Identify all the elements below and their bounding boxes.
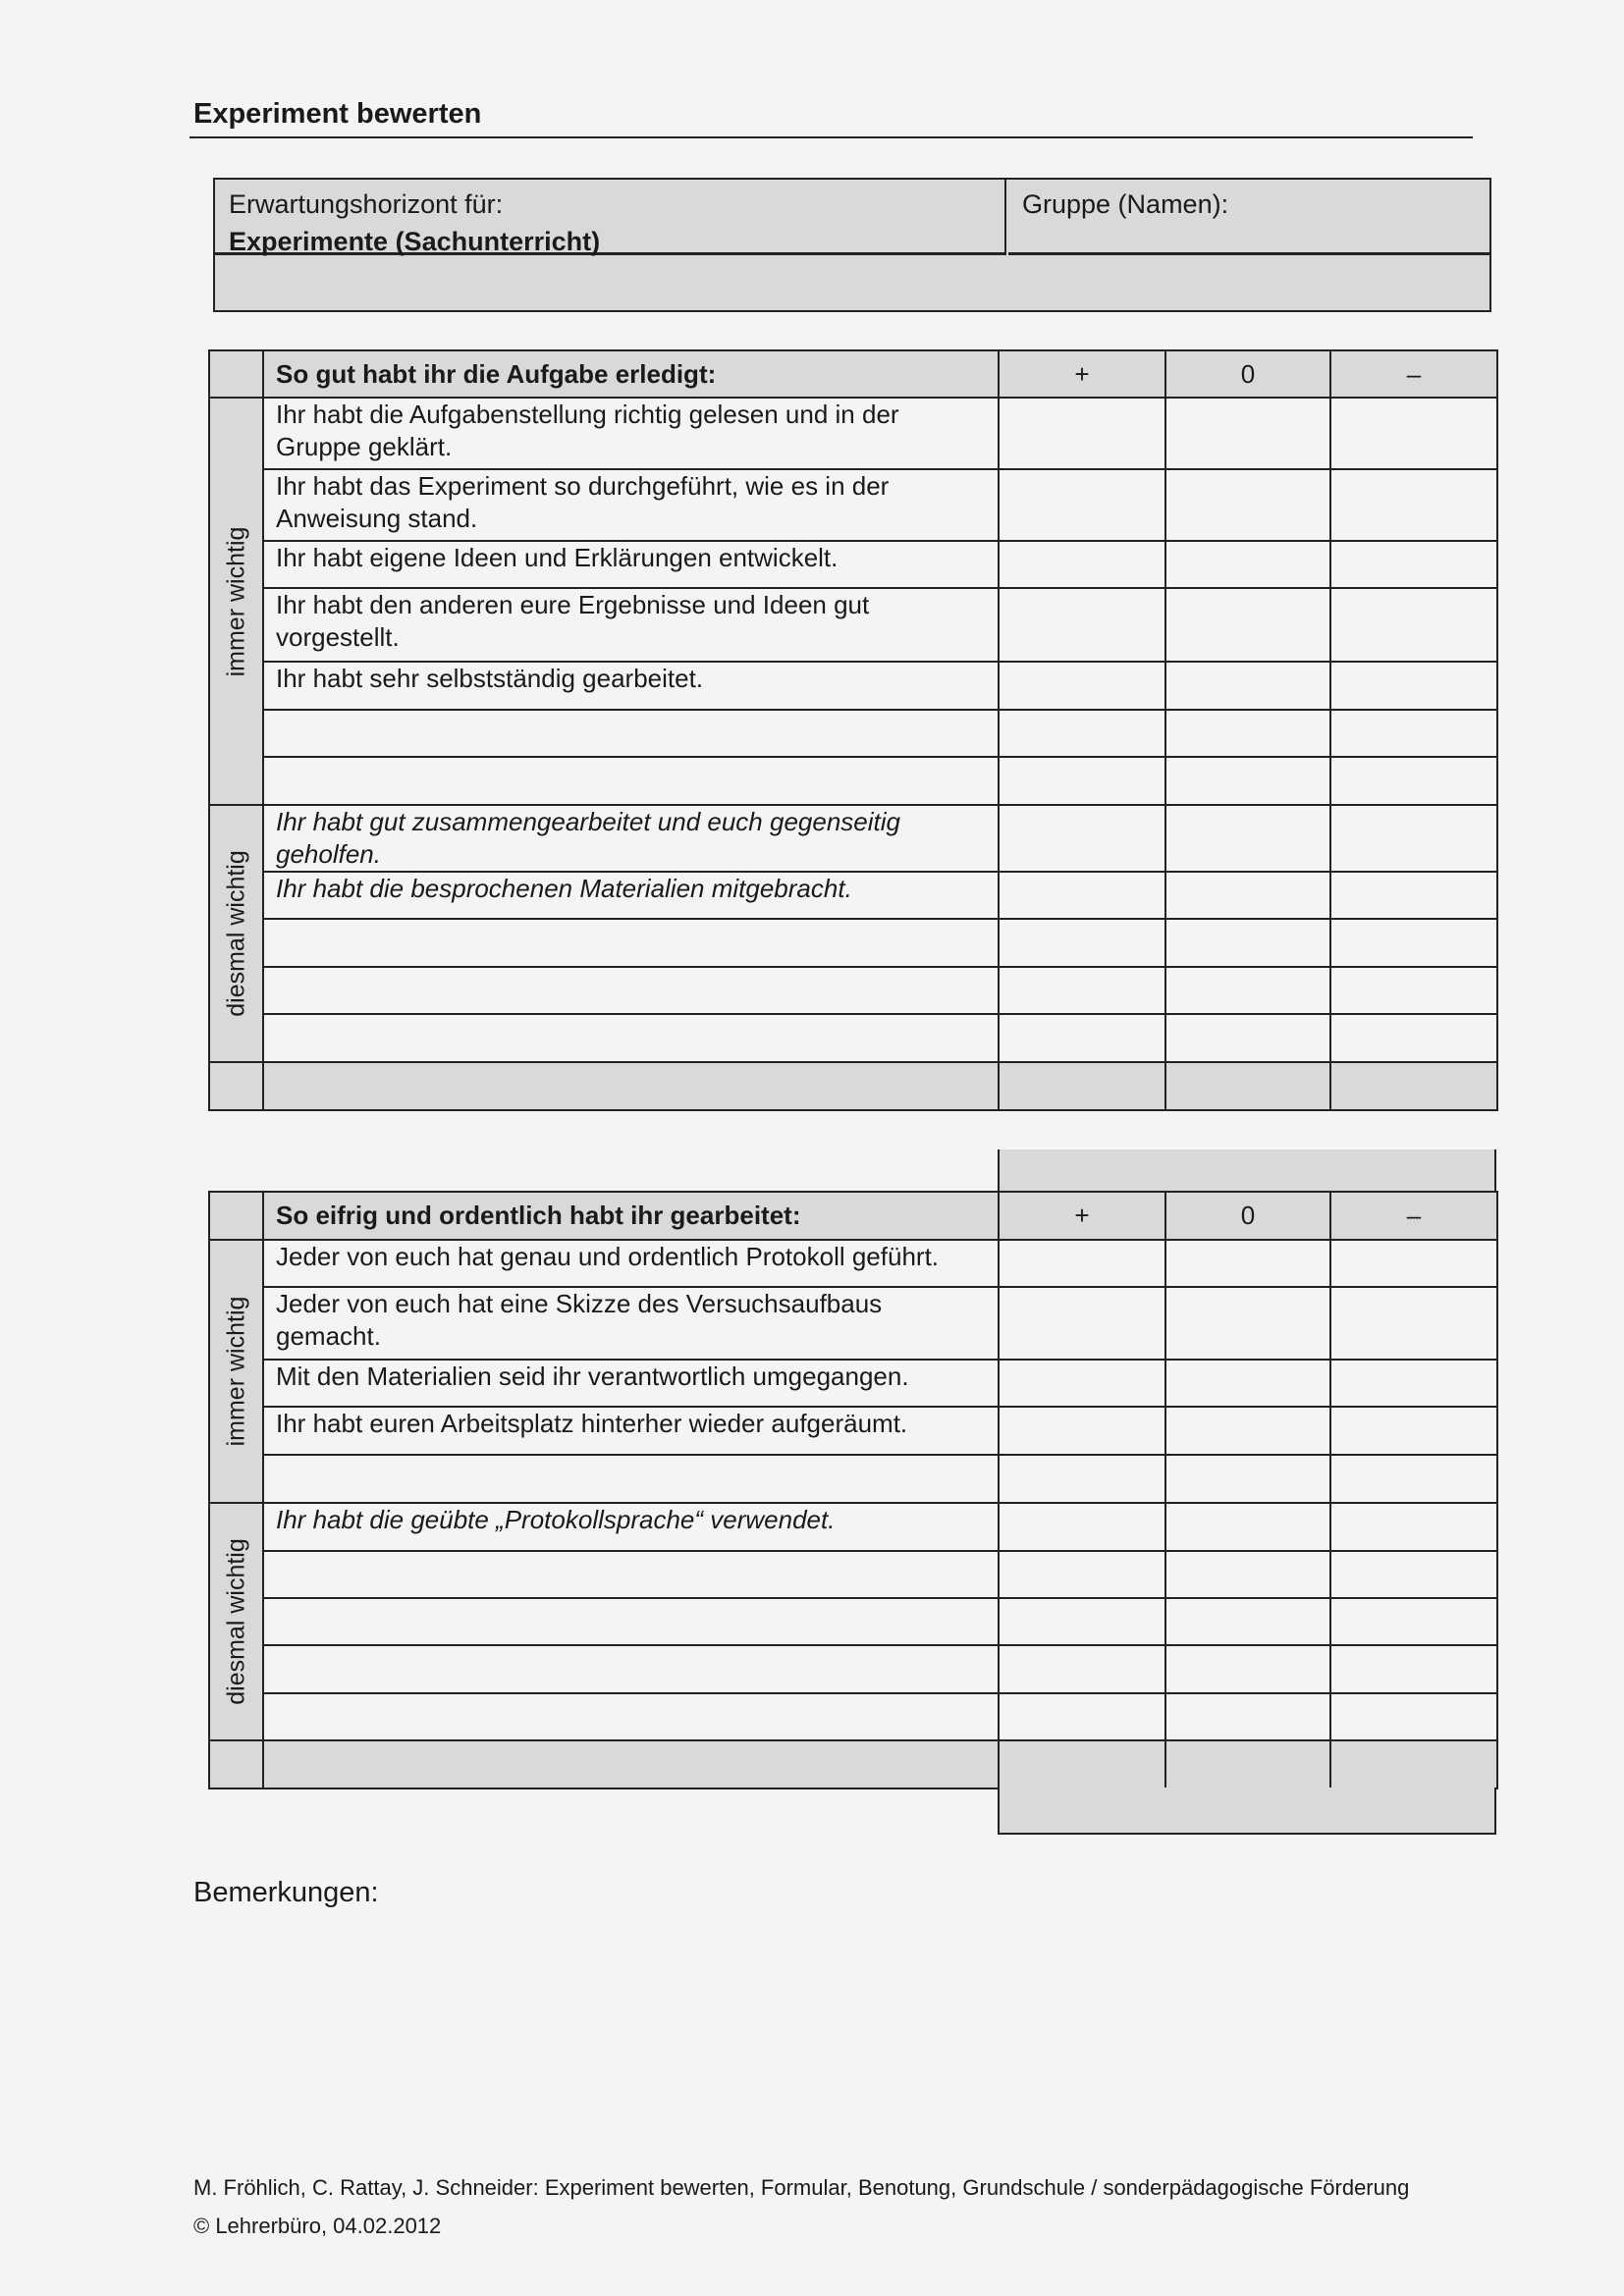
group-label-cell (209, 398, 263, 805)
rating-cell-zero[interactable] (1165, 1455, 1330, 1503)
rating-cell-minus[interactable] (1330, 1455, 1497, 1503)
column-plus: + (999, 1192, 1165, 1240)
rating-cell-minus[interactable] (1330, 919, 1497, 967)
rating-cell-minus[interactable] (1330, 1360, 1497, 1407)
table-row (209, 1693, 1497, 1740)
rating-cell-minus[interactable] (1330, 398, 1497, 469)
column-minus: – (1330, 350, 1497, 398)
table-row (209, 1287, 1497, 1360)
rating-cell-zero[interactable] (1165, 1645, 1330, 1693)
table-row (209, 1503, 1497, 1551)
table-row (209, 1407, 1497, 1455)
rating-table-2 (208, 1191, 1498, 1789)
rating-cell-minus[interactable] (1330, 872, 1497, 919)
erwartung-label: Erwartungshorizont für: (229, 189, 504, 219)
footer-copyright: © Lehrerbüro, 04.02.2012 (193, 2214, 442, 2238)
table-row (209, 757, 1497, 805)
rating-cell-minus[interactable] (1330, 805, 1497, 872)
rating-cell-minus[interactable] (1330, 1598, 1497, 1645)
table-row (209, 710, 1497, 757)
page-title: Experiment bewerten (193, 98, 482, 130)
table-row (209, 919, 1497, 967)
rating-cell-zero[interactable] (1165, 967, 1330, 1014)
rating-cell-plus[interactable] (999, 1407, 1165, 1455)
criterion-text[interactable] (263, 919, 999, 967)
table-row (209, 662, 1497, 710)
column-minus: – (1330, 1192, 1497, 1240)
table-heading: So eifrig und ordentlich habt ihr gearbeitet: (263, 1192, 999, 1240)
rating-cell-plus[interactable] (999, 1693, 1165, 1740)
table-row (209, 1645, 1497, 1693)
footer-label-cell (263, 1062, 999, 1110)
immer-wichtig-label: immer wichtig (222, 526, 249, 676)
rating-cell-minus[interactable] (1330, 469, 1497, 541)
criterion-text: Ihr habt gut zusammengearbeitet und euch gegenseitig geholfen. (263, 805, 999, 872)
table-row (209, 1551, 1497, 1598)
rating-cell-zero[interactable] (1165, 588, 1330, 662)
rating-cell-zero[interactable] (1165, 757, 1330, 805)
total-cell-zero[interactable] (1165, 1740, 1330, 1789)
rating-cell-plus[interactable] (999, 588, 1165, 662)
rating-cell-plus[interactable] (999, 1287, 1165, 1360)
rating-cell-zero[interactable] (1165, 1598, 1330, 1645)
total-cell-zero[interactable] (1165, 1062, 1330, 1110)
criterion-text: Ihr habt eigene Ideen und Erklärungen entwickelt. (263, 541, 999, 588)
criterion-text[interactable] (263, 1693, 999, 1740)
rating-cell-plus[interactable] (999, 469, 1165, 541)
diesmal-wichtig-label: diesmal wichtig (222, 850, 249, 1017)
footer-corner (209, 1740, 263, 1789)
rating-cell-plus[interactable] (999, 1455, 1165, 1503)
rating-cell-zero[interactable] (1165, 541, 1330, 588)
rating-cell-zero[interactable] (1165, 1360, 1330, 1407)
rating-cell-plus[interactable] (999, 541, 1165, 588)
rating-cell-zero[interactable] (1165, 1240, 1330, 1287)
rating-cell-plus[interactable] (999, 805, 1165, 872)
erwartung-value: Experimente (Sachunterricht) (229, 227, 601, 256)
table-header-row (209, 1192, 1497, 1240)
table-row (209, 1598, 1497, 1645)
rating-cell-plus[interactable] (999, 872, 1165, 919)
table-row (209, 398, 1497, 469)
rating-cell-minus[interactable] (1330, 1551, 1497, 1598)
table-row (209, 1360, 1497, 1407)
rating-cell-zero[interactable] (1165, 1551, 1330, 1598)
title-rule (189, 136, 1473, 138)
corner-cell (209, 1192, 263, 1240)
criterion-text: Ihr habt euren Arbeitsplatz hinterher wieder aufgeräumt. (263, 1407, 999, 1455)
remarks-label: Bemerkungen: (193, 1877, 379, 1908)
group-label-cell (209, 1240, 263, 1503)
gruppe-label: Gruppe (Namen): (1022, 189, 1229, 219)
criterion-text: Mit den Materialien seid ihr verantwortlich umgegangen. (263, 1360, 999, 1407)
rating-cell-plus[interactable] (999, 662, 1165, 710)
rating-cell-minus[interactable] (1330, 710, 1497, 757)
rating-cell-minus[interactable] (1330, 1240, 1497, 1287)
rating-cell-plus[interactable] (999, 757, 1165, 805)
group-label-cell (209, 805, 263, 1062)
total-cell-plus[interactable] (999, 1062, 1165, 1110)
table-row (209, 1240, 1497, 1287)
rating-cell-minus[interactable] (1330, 541, 1497, 588)
rating-cell-plus[interactable] (999, 1598, 1165, 1645)
total-cell-minus[interactable] (1330, 1062, 1497, 1110)
footer-corner (209, 1062, 263, 1110)
criterion-text: Ihr habt die Aufgabenstellung richtig gelesen und in der Gruppe geklärt. (263, 398, 999, 469)
table-heading: So gut habt ihr die Aufgabe erledigt: (263, 350, 999, 398)
column-zero: 0 (1165, 350, 1330, 398)
rating-cell-plus[interactable] (999, 1551, 1165, 1598)
table-row (209, 1014, 1497, 1062)
rating-table-1 (208, 349, 1498, 1111)
group-label-cell (209, 1503, 263, 1740)
rating-cell-minus[interactable] (1330, 1287, 1497, 1360)
rating-cell-plus[interactable] (999, 967, 1165, 1014)
total-cell-plus[interactable] (999, 1740, 1165, 1789)
rating-cell-zero[interactable] (1165, 1014, 1330, 1062)
rating-cell-minus[interactable] (1330, 1645, 1497, 1693)
criterion-text: Jeder von euch hat eine Skizze des Versuchsaufbaus gemacht. (263, 1287, 999, 1360)
criterion-text: Ihr habt die geübte „Protokollsprache“ verwendet. (263, 1503, 999, 1551)
rating-cell-minus[interactable] (1330, 1503, 1497, 1551)
table-row (209, 872, 1497, 919)
rating-cell-minus[interactable] (1330, 1693, 1497, 1740)
footer-credits: M. Fröhlich, C. Rattay, J. Schneider: Experiment bewerten, Formular, Benotung, Grundschule / sonderpädagogische Förderung (193, 2175, 1410, 2200)
header-box (213, 178, 1491, 312)
rating-cell-zero[interactable] (1165, 872, 1330, 919)
rating-cell-zero[interactable] (1165, 1693, 1330, 1740)
gruppe-cell[interactable] (1008, 180, 1489, 255)
score-box-2[interactable] (998, 1788, 1496, 1835)
rating-cell-zero[interactable] (1165, 710, 1330, 757)
table-row (209, 469, 1497, 541)
corner-cell (209, 350, 263, 398)
criterion-text: Ihr habt das Experiment so durchgeführt, wie es in der Anweisung stand. (263, 469, 999, 541)
rating-cell-zero[interactable] (1165, 805, 1330, 872)
criterion-text[interactable] (263, 967, 999, 1014)
table-row (209, 1455, 1497, 1503)
rating-cell-zero[interactable] (1165, 1287, 1330, 1360)
immer-wichtig-label: immer wichtig (222, 1296, 249, 1447)
rating-cell-zero[interactable] (1165, 662, 1330, 710)
criterion-text[interactable] (263, 1455, 999, 1503)
table-row (209, 588, 1497, 662)
criterion-text: Jeder von euch hat genau und ordentlich Protokoll geführt. (263, 1240, 999, 1287)
criterion-text: Ihr habt die besprochenen Materialien mitgebracht. (263, 872, 999, 919)
rating-cell-zero[interactable] (1165, 469, 1330, 541)
criterion-text: Ihr habt den anderen eure Ergebnisse und Ideen gut vorgestellt. (263, 588, 999, 662)
rating-cell-minus[interactable] (1330, 662, 1497, 710)
rating-cell-zero[interactable] (1165, 1407, 1330, 1455)
rating-cell-minus[interactable] (1330, 1014, 1497, 1062)
table-row (209, 541, 1497, 588)
table-row (209, 967, 1497, 1014)
erwartung-cell (215, 180, 1006, 255)
rating-cell-minus[interactable] (1330, 757, 1497, 805)
table-footer-row (209, 1740, 1497, 1789)
rating-cell-plus[interactable] (999, 919, 1165, 967)
rating-cell-zero[interactable] (1165, 1503, 1330, 1551)
diesmal-wichtig-label: diesmal wichtig (222, 1538, 249, 1705)
column-zero: 0 (1165, 1192, 1330, 1240)
criterion-text[interactable] (263, 757, 999, 805)
table-header-row (209, 350, 1497, 398)
rating-cell-plus[interactable] (999, 1014, 1165, 1062)
rating-cell-plus[interactable] (999, 1645, 1165, 1693)
criterion-text[interactable] (263, 710, 999, 757)
criterion-text[interactable] (263, 1014, 999, 1062)
rating-cell-minus[interactable] (1330, 588, 1497, 662)
rating-cell-minus[interactable] (1330, 1407, 1497, 1455)
rating-cell-plus[interactable] (999, 1360, 1165, 1407)
column-plus: + (999, 350, 1165, 398)
criterion-text[interactable] (263, 1598, 999, 1645)
criterion-text[interactable] (263, 1645, 999, 1693)
rating-cell-plus[interactable] (999, 398, 1165, 469)
criterion-text[interactable] (263, 1551, 999, 1598)
rating-cell-zero[interactable] (1165, 398, 1330, 469)
total-cell-minus[interactable] (1330, 1740, 1497, 1789)
criterion-text: Ihr habt sehr selbstständig gearbeitet. (263, 662, 999, 710)
rating-cell-plus[interactable] (999, 1503, 1165, 1551)
rating-cell-zero[interactable] (1165, 919, 1330, 967)
table-footer-row (209, 1062, 1497, 1110)
table-row (209, 805, 1497, 872)
rating-cell-plus[interactable] (999, 1240, 1165, 1287)
rating-cell-plus[interactable] (999, 710, 1165, 757)
rating-cell-minus[interactable] (1330, 967, 1497, 1014)
footer-label-cell (263, 1740, 999, 1789)
